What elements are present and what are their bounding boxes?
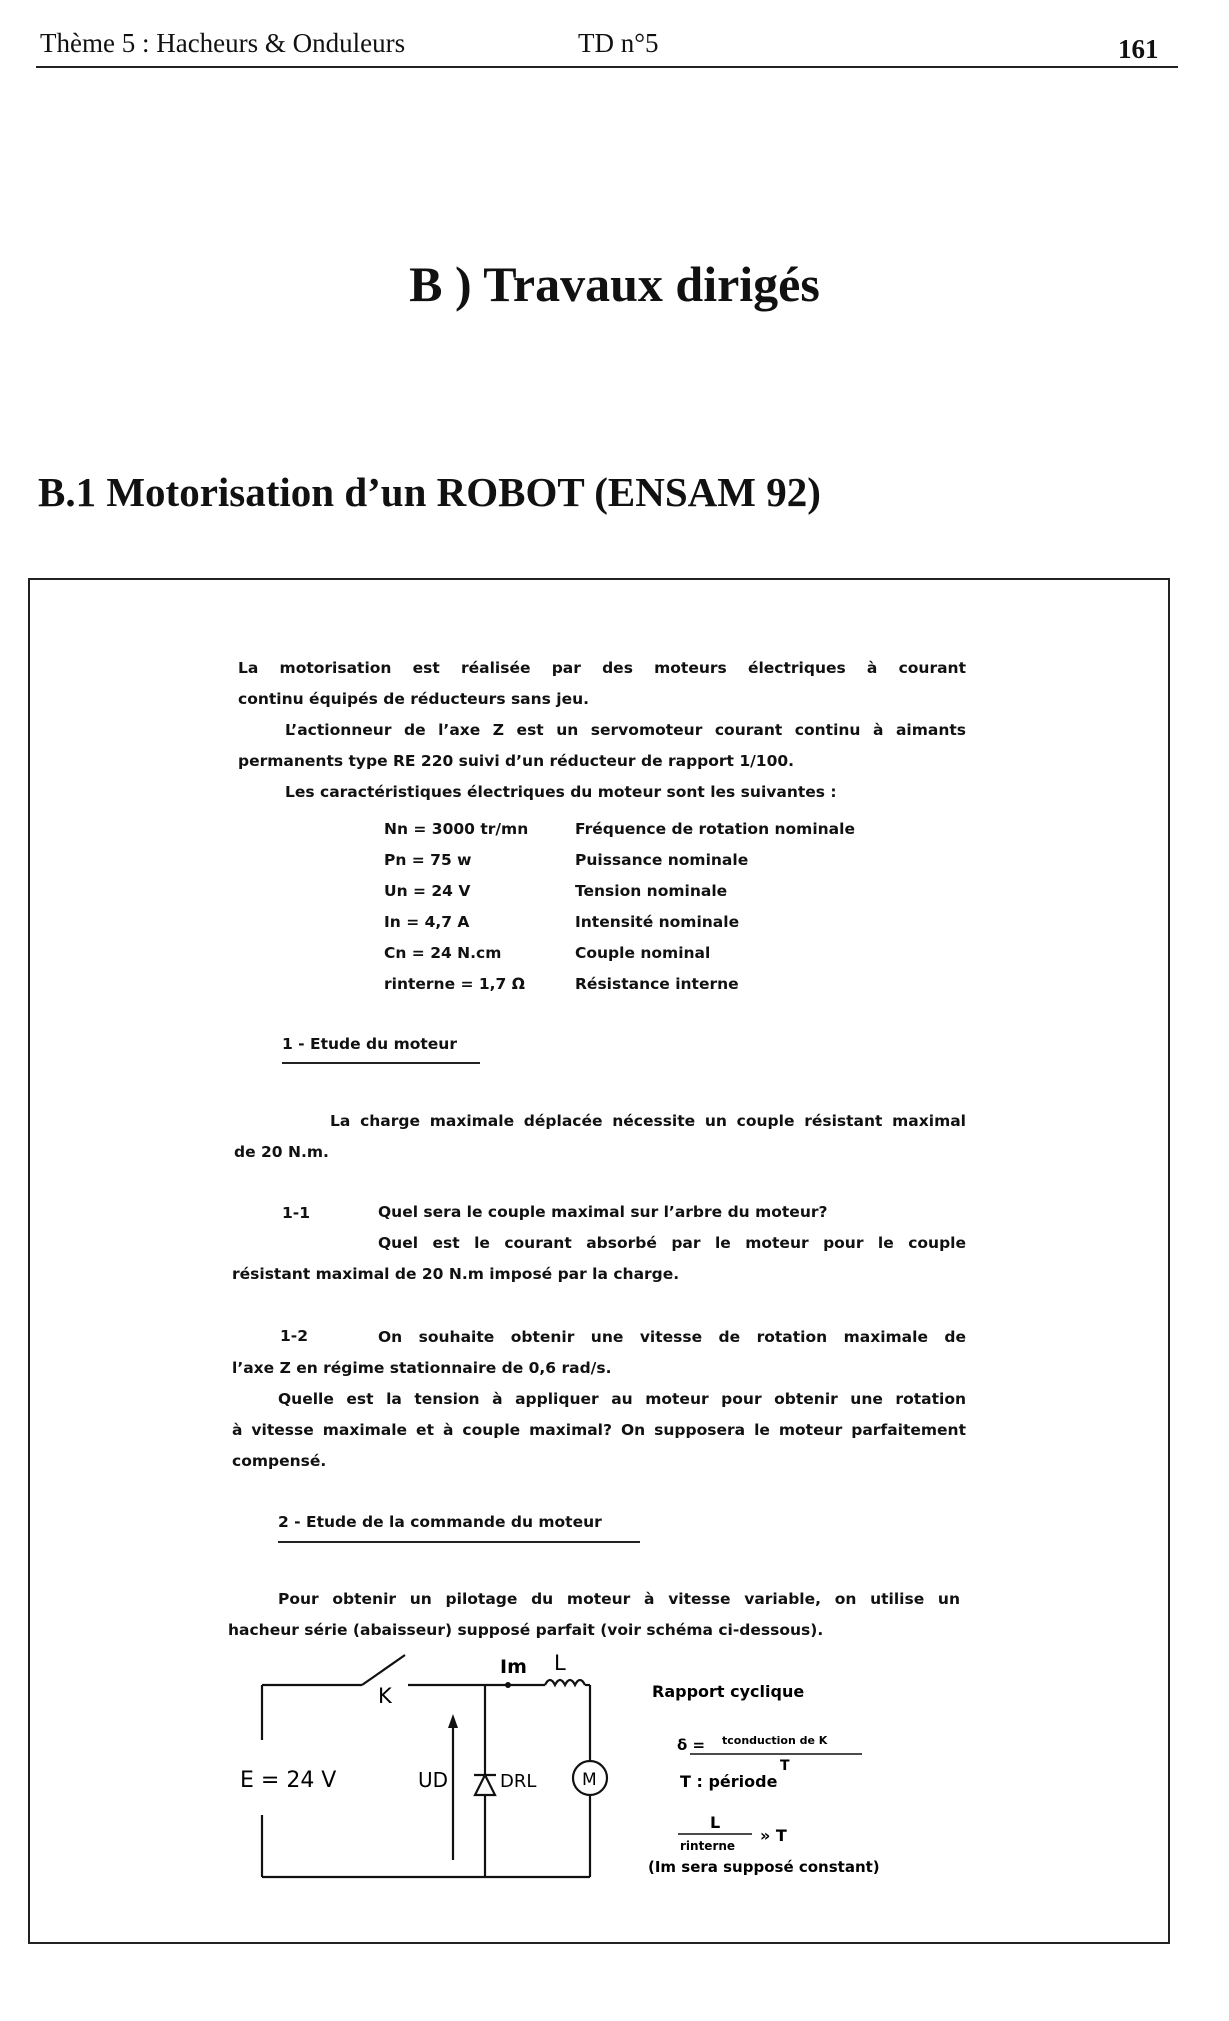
q1-number: 1-1 — [282, 1204, 311, 1222]
spec-symbol: In = 4,7 A — [384, 913, 470, 931]
page-title: B ) Travaux dirigés — [409, 256, 820, 312]
spec-symbol: Cn = 24 N.cm — [384, 944, 502, 962]
current-label: Im — [500, 1656, 527, 1678]
spec-label: Couple nominal — [575, 944, 711, 962]
part2-line1: Pour obtenir un pilotage du moteur à vitesse variable, on utilise un — [278, 1590, 960, 1608]
q2-line5: compensé. — [232, 1452, 327, 1470]
part2-line2: hacheur série (abaisseur) supposé parfait (voir schéma ci-dessous). — [228, 1621, 824, 1639]
intro-p3: Les caractéristiques électriques du moteur sont les suivantes : — [285, 783, 837, 801]
spec-label: Puissance nominale — [575, 851, 749, 869]
spec-label: Intensité nominale — [575, 913, 740, 931]
intro-p2-line2: permanents type RE 220 suivi d’un réducteur de rapport 1/100. — [238, 752, 795, 770]
spec-symbol: rinterne = 1,7 Ω — [384, 975, 525, 993]
delta-lhs: δ = — [677, 1736, 706, 1754]
spec-label: Tension nominale — [575, 882, 728, 900]
q2-line2: l’axe Z en régime stationnaire de 0,6 rad/s. — [232, 1359, 612, 1377]
delta-denominator: T — [780, 1758, 790, 1774]
voltage-label: UD — [418, 1768, 449, 1792]
spec-symbol: Pn = 75 w — [384, 851, 472, 869]
part1-intro-line1: La charge maximale déplacée nécessite un couple résistant maximal — [330, 1112, 966, 1130]
spec-symbol: Nn = 3000 tr/mn — [384, 820, 529, 838]
q2-line1: On souhaite obtenir une vitesse de rotation maximale de — [378, 1328, 966, 1346]
ratio-rhs: » T — [760, 1826, 787, 1845]
q2-number: 1-2 — [280, 1327, 309, 1345]
q2-line4: à vitesse maximale et à couple maximal? On supposera le moteur parfaitement — [232, 1421, 966, 1439]
part2-heading: 2 - Etude de la commande du moteur — [278, 1513, 602, 1531]
header-theme: Thème 5 : Hacheurs & Onduleurs — [40, 28, 406, 58]
diode-drl — [475, 1775, 495, 1795]
part1-intro-line2: de 20 N.m. — [234, 1143, 329, 1161]
q1-line3: résistant maximal de 20 N.m imposé par la charge. — [232, 1265, 680, 1283]
intro-p2-line1: L’actionneur de l’axe Z est un servomoteur courant continu à aimants — [285, 721, 966, 739]
rapport-cyclique: Rapport cyclique — [652, 1682, 805, 1701]
ratio-denominator: rinterne — [680, 1839, 736, 1853]
page-number: 161 — [1118, 34, 1159, 64]
intro-p1-line2: continu équipés de réducteurs sans jeu. — [238, 690, 590, 708]
q1-line2: Quel est le courant absorbé par le moteur pour le couple — [378, 1234, 966, 1252]
header-td: TD n°5 — [578, 28, 659, 58]
diode-label: DRL — [500, 1771, 537, 1792]
voltage-arrow-head — [448, 1714, 458, 1728]
q1-line1: Quel sera le couple maximal sur l’arbre du moteur? — [378, 1203, 828, 1221]
inductor-label: L — [554, 1651, 566, 1675]
current-node-dot — [505, 1682, 511, 1688]
period-label: T : période — [680, 1772, 778, 1791]
switch-k-blade — [362, 1655, 405, 1685]
ratio-numerator: L — [710, 1813, 721, 1832]
spec-symbol: Un = 24 V — [384, 882, 471, 900]
source-label: E = 24 V — [240, 1768, 337, 1793]
delta-numerator: tconduction de K — [722, 1734, 828, 1747]
constant-note: (Im sera supposé constant) — [648, 1858, 880, 1876]
spec-label: Fréquence de rotation nominale — [575, 820, 855, 838]
q2-line3: Quelle est la tension à appliquer au moteur pour obtenir une rotation — [278, 1390, 966, 1408]
inductor-l — [545, 1680, 585, 1685]
motor-label: M — [582, 1770, 597, 1790]
switch-label: K — [378, 1684, 392, 1708]
section-title: B.1 Motorisation d’un ROBOT (ENSAM 92) — [38, 469, 821, 515]
intro-p1-line1: La motorisation est réalisée par des moteurs électriques à courant — [238, 659, 966, 677]
part1-heading: 1 - Etude du moteur — [282, 1035, 457, 1053]
spec-label: Résistance interne — [575, 975, 739, 993]
